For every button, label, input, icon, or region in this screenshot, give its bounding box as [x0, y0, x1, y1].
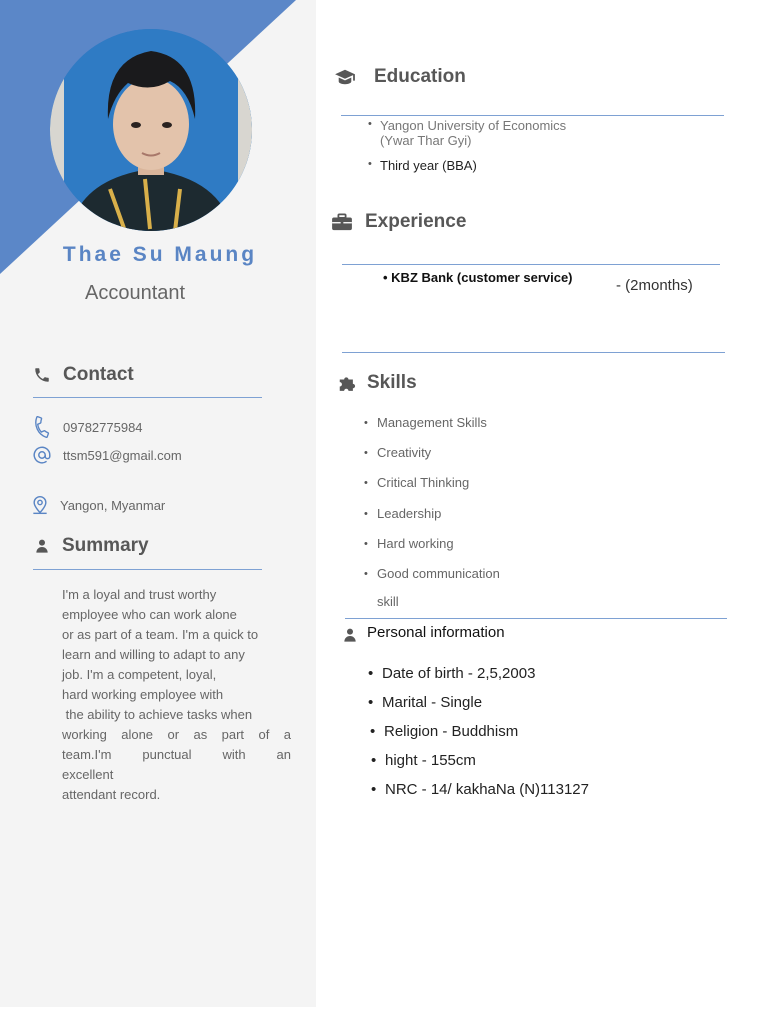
skill-item: • Hard working — [364, 534, 500, 564]
school-campus: (Ywar Thar Gyi) — [380, 133, 472, 148]
education-school-item — [368, 118, 566, 148]
personal-info-list — [368, 662, 589, 807]
skill-item: • Leadership — [364, 504, 500, 534]
skill-item-continuation: skill — [377, 594, 399, 609]
contact-heading — [33, 364, 134, 386]
summary-heading-label: Summary — [62, 535, 149, 556]
summary-line: team.I'm punctual with an — [62, 747, 291, 762]
experience-divider — [342, 264, 720, 265]
experience-heading — [331, 211, 466, 233]
briefcase-icon — [331, 213, 353, 231]
left-sidebar — [0, 0, 316, 1007]
summary-line: employee who can work alone — [62, 607, 237, 622]
user-icon — [34, 537, 50, 555]
experience-item: • KBZ Bank (customer service) — [383, 270, 573, 285]
summary-line: job. I'm a competent, loyal, — [62, 667, 217, 682]
summary-line: learn and willing to adapt to any — [62, 647, 245, 662]
personal-divider — [345, 618, 727, 619]
profile-photo — [50, 29, 252, 231]
personal-info-item: • NRC - 14/ kakhaNa (N)113127 — [371, 778, 589, 807]
contact-phone-row — [31, 416, 143, 438]
personal-info-item: • hight - 155cm — [371, 749, 589, 778]
location-text: Yangon, Myanmar — [60, 497, 166, 513]
skill-item: • Creativity — [364, 443, 500, 473]
contact-email-row — [31, 444, 182, 466]
experience-duration: - (2months) — [616, 277, 693, 294]
location-pin-icon — [30, 494, 50, 516]
personal-heading: Personal information — [367, 624, 505, 641]
summary-line: or as part of a team. I'm a quick to — [62, 627, 259, 642]
phone-outline-icon — [31, 416, 53, 438]
user-icon — [342, 626, 358, 644]
contact-heading-label: Contact — [63, 364, 134, 385]
summary-line: working alone or as part of a — [62, 727, 291, 742]
education-list — [368, 118, 566, 173]
summary-line: excellent — [62, 767, 114, 782]
education-divider — [341, 115, 724, 116]
at-sign-icon — [31, 444, 53, 466]
candidate-name: Thae Su Maung — [62, 243, 258, 266]
personal-info-item: • Date of birth - 2,5,2003 — [368, 662, 586, 691]
skills-top-divider — [342, 352, 725, 353]
phone-icon — [33, 366, 51, 384]
skills-heading-label: Skills — [367, 372, 417, 393]
personal-info-item: • Religion - Buddhism — [370, 720, 588, 749]
experience-heading-label: Experience — [365, 211, 467, 232]
summary-line: I'm a loyal and trust worthy — [62, 587, 217, 602]
summary-heading — [34, 535, 149, 557]
personal-info-item: • Marital - Single — [368, 691, 586, 720]
skill-item: • Management Skills — [364, 413, 500, 443]
summary-line: attendant record. — [62, 787, 161, 802]
email-address[interactable]: ttsm591@gmail.com — [63, 447, 182, 463]
job-title: Accountant — [85, 282, 186, 304]
contact-divider — [33, 397, 262, 398]
education-year-item — [368, 158, 566, 173]
experience-role: KBZ Bank (customer service) — [391, 270, 573, 285]
skills-heading — [338, 372, 417, 394]
skill-item: • Good communication — [364, 564, 500, 594]
summary-paragraph — [62, 585, 291, 805]
contact-location-row — [30, 494, 165, 516]
skill-item: • Critical Thinking — [364, 473, 500, 503]
puzzle-icon — [338, 374, 359, 392]
graduation-cap-icon — [334, 68, 356, 86]
education-heading-label: Education — [374, 66, 466, 87]
phone-number[interactable]: 09782775984 — [63, 419, 143, 435]
summary-line: the ability to achieve tasks when — [62, 707, 253, 722]
summary-line: hard working employee with — [62, 687, 224, 702]
school-name: • Yangon University of Economics — [380, 118, 567, 133]
education-year: Third year (BBA) — [380, 158, 477, 173]
education-heading — [334, 66, 466, 88]
summary-divider — [33, 569, 262, 570]
skills-list — [364, 413, 500, 594]
